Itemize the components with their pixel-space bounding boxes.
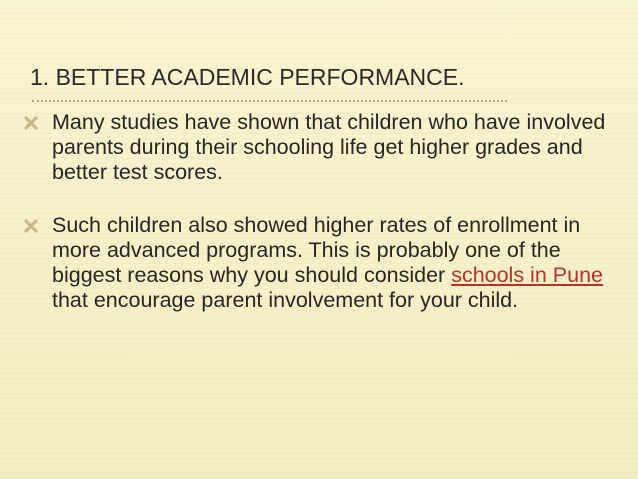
title-divider: [32, 100, 507, 102]
bullet-item: [22, 110, 622, 185]
bullet-item: [22, 213, 622, 313]
bullet-text: Many studies have shown that children who have involved parents during their schooling life get higher grades and better test scores.: [52, 110, 606, 184]
bullet-text-after-link: that encourage parent involvement for your child.: [52, 288, 519, 312]
bullet-text-before-link: Such children also showed higher rates of enrollment in more advanced programs. This is probably one of the biggest reasons why you should consider: [52, 213, 581, 287]
x-mark-icon: [24, 219, 38, 233]
slide-title: 1. BETTER ACADEMIC PERFORMANCE.: [30, 64, 465, 90]
x-mark-icon: [24, 116, 38, 130]
bullet-list: [22, 110, 622, 313]
schools-in-pune-link[interactable]: schools in Pune: [451, 263, 603, 287]
